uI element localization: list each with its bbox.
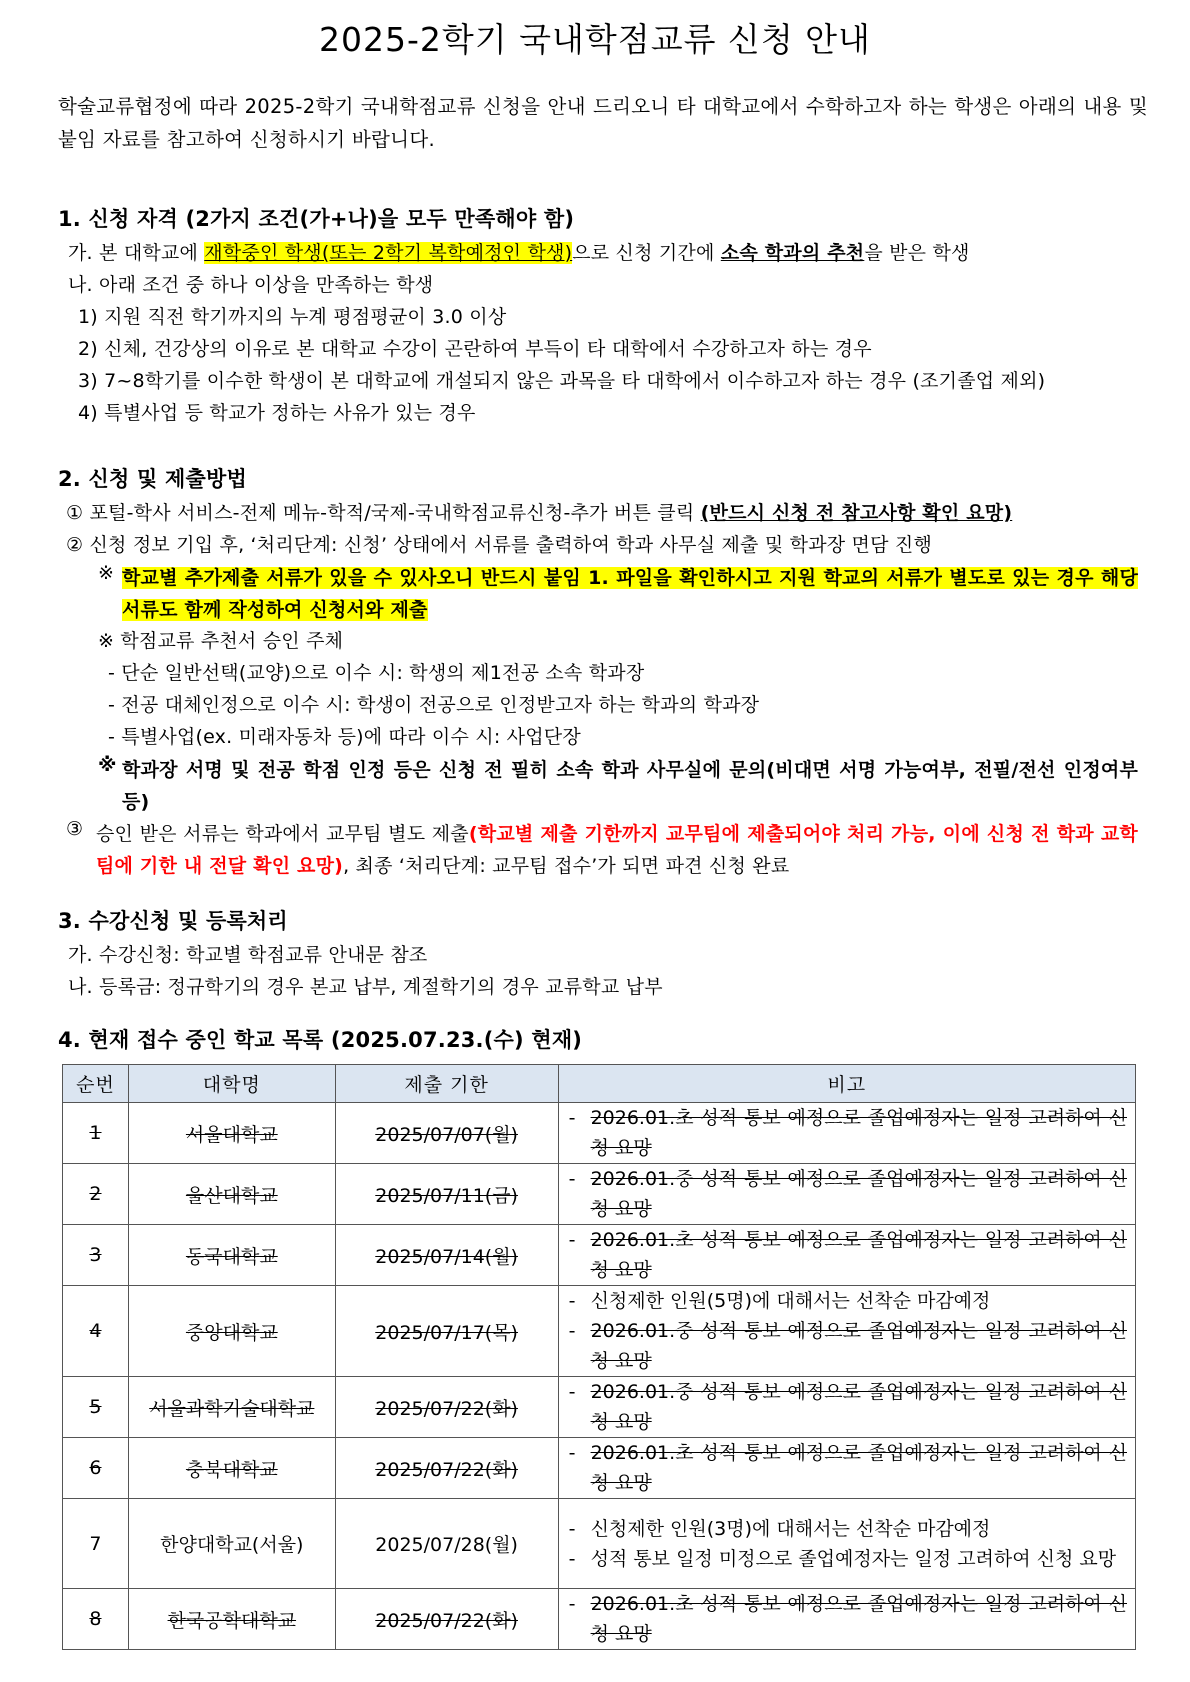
intro-paragraph: 학술교류협정에 따라 2025-2학기 국내학점교류 신청을 안내 드리오니 타 대학교에서 수학하고자 하는 학생은 아래의 내용 및 붙임 자료를 참고하여 신청하시기 바랍니다. xyxy=(58,95,1148,151)
s2-note-2: ※ 학점교류 추천서 승인 주체 xyxy=(98,630,344,652)
s1-ga-underline: 소속 학과의 추천 xyxy=(720,242,865,264)
s1-na: 나. 아래 조건 중 하나 이상을 만족하는 학생 xyxy=(68,274,434,296)
note-dash: - xyxy=(568,1290,576,1312)
section-3-heading: 3. 수강신청 및 등록처리 xyxy=(58,909,288,933)
s1-ga-highlight: 재학중인 학생(또는 2학기 복학예정인 학생) xyxy=(204,242,573,264)
row-school: 한국공학대학교 xyxy=(128,1589,335,1650)
row-notes xyxy=(558,1286,1135,1377)
table-row xyxy=(63,1589,1136,1650)
col-header-notes: 비고 xyxy=(558,1065,1135,1103)
s2-step-3-text-b: , 최종 ‘처리단계: 교무팀 접수’가 되면 파견 신청 완료 xyxy=(343,855,790,877)
s1-ga xyxy=(68,238,970,265)
note-item xyxy=(569,1103,1127,1163)
s2-step-1 xyxy=(66,498,1012,525)
note-dash: - xyxy=(568,1168,576,1190)
s2-step-3-red: (학교별 제출 기한까지 교무팀에 제출되어야 처리 가능, 이에 신청 전 학과 교학팀에 기한 내 전달 확인 요망) xyxy=(96,823,1138,877)
note-dash: - xyxy=(568,1229,576,1251)
table-row xyxy=(63,1499,1136,1589)
note-text: 신청제한 인원(5명)에 대해서는 선착순 마감예정 xyxy=(590,1290,991,1312)
table-row xyxy=(63,1438,1136,1499)
row-notes xyxy=(558,1164,1135,1225)
row-school: 충북대학교 xyxy=(128,1438,335,1499)
row-no: 5 xyxy=(63,1377,129,1438)
row-school: 울산대학교 xyxy=(128,1164,335,1225)
note-text: 성적 통보 일정 미정으로 졸업예정자는 일정 고려하여 신청 요망 xyxy=(590,1547,1117,1570)
row-deadline: 2025/07/07(월) xyxy=(335,1103,558,1164)
row-no: 3 xyxy=(63,1225,129,1286)
row-no: 1 xyxy=(63,1103,129,1164)
note-text: 2026.01.초 성적 통보 예정으로 졸업예정자는 일정 고려하여 신청 요망 xyxy=(590,1593,1127,1645)
row-school: 동국대학교 xyxy=(128,1225,335,1286)
s1-ga-text-b: 으로 신청 기간에 xyxy=(572,242,721,264)
section-1-heading: 1. 신청 자격 (2가지 조건(가+나)을 모두 만족해야 함) xyxy=(58,207,575,231)
row-notes xyxy=(558,1499,1135,1589)
s1-item-4: 4) 특별사업 등 학교가 정하는 사유가 있는 경우 xyxy=(78,402,476,424)
row-deadline: 2025/07/11(금) xyxy=(335,1164,558,1225)
row-deadline: 2025/07/22(화) xyxy=(335,1589,558,1650)
page-title: 2025-2학기 국내학점교류 신청 안내 xyxy=(319,20,871,59)
s2-step-3-mark: ③ xyxy=(66,818,84,840)
s2-note-1-mark: ※ xyxy=(98,562,115,584)
note-text: 2026.01.초 성적 통보 예정으로 졸업예정자는 일정 고려하여 신청 요망 xyxy=(590,1107,1127,1159)
s1-ga-text-a: 가. 본 대학교에 xyxy=(68,242,205,264)
note-text: 2026.01.초 성적 통보 예정으로 졸업예정자는 일정 고려하여 신청 요망 xyxy=(590,1229,1127,1281)
s3-na: 나. 등록금: 정규학기의 경우 본교 납부, 계절학기의 경우 교류학교 납부 xyxy=(68,976,663,998)
row-notes xyxy=(558,1103,1135,1164)
table-row xyxy=(63,1286,1136,1377)
row-notes xyxy=(558,1377,1135,1438)
row-notes xyxy=(558,1438,1135,1499)
s1-item-3: 3) 7~8학기를 이수한 학생이 본 대학교에 개설되지 않은 과목을 타 대학에서 이수하고자 하는 경우 (조기졸업 제외) xyxy=(78,370,1046,392)
note-dash: - xyxy=(568,1107,576,1129)
s2-sub-1: - 단순 일반선택(교양)으로 이수 시: 학생의 제1전공 소속 학과장 xyxy=(108,662,645,684)
table-header-row xyxy=(63,1065,1136,1103)
note-dash: - xyxy=(568,1320,576,1342)
note-item xyxy=(569,1514,1127,1544)
s1-item-1: 1) 지원 직전 학기까지의 누계 평점평균이 3.0 이상 xyxy=(78,306,507,328)
row-deadline: 2025/07/14(월) xyxy=(335,1225,558,1286)
school-table xyxy=(62,1064,1136,1650)
row-school: 한양대학교(서울) xyxy=(128,1499,335,1589)
row-no: 2 xyxy=(63,1164,129,1225)
note-text: 2026.01.중 성적 통보 예정으로 졸업예정자는 일정 고려하여 신청 요망 xyxy=(590,1381,1127,1433)
section-4-heading: 4. 현재 접수 중인 학교 목록 (2025.07.23.(수) 현재) xyxy=(58,1028,583,1052)
s3-ga: 가. 수강신청: 학교별 학점교류 안내문 참조 xyxy=(68,944,428,966)
row-deadline: 2025/07/22(화) xyxy=(335,1438,558,1499)
s2-note-3: 학과장 서명 및 전공 학점 인정 등은 신청 전 필히 소속 학과 사무실에 문의(비대면 서명 가능여부, 전필/전선 인정여부 등) xyxy=(122,759,1138,813)
note-item xyxy=(569,1316,1127,1376)
note-item xyxy=(569,1544,1127,1574)
note-dash: - xyxy=(568,1517,576,1540)
note-dash: - xyxy=(568,1442,576,1464)
note-dash: - xyxy=(568,1547,576,1570)
row-notes xyxy=(558,1225,1135,1286)
row-no: 7 xyxy=(63,1499,129,1589)
row-no: 4 xyxy=(63,1286,129,1377)
note-item xyxy=(569,1286,1127,1316)
row-notes xyxy=(558,1589,1135,1650)
table-row xyxy=(63,1225,1136,1286)
s2-step-3-text-a: 승인 받은 서류는 학과에서 교무팀 별도 제출 xyxy=(96,823,469,845)
s2-sub-2: - 전공 대체인정으로 이수 시: 학생이 전공으로 인정받고자 하는 학과의 학과장 xyxy=(108,694,760,716)
row-school: 서울대학교 xyxy=(128,1103,335,1164)
col-header-deadline: 제출 기한 xyxy=(335,1065,558,1103)
row-no: 6 xyxy=(63,1438,129,1499)
note-dash: - xyxy=(568,1381,576,1403)
row-deadline: 2025/07/17(목) xyxy=(335,1286,558,1377)
row-deadline: 2025/07/22(화) xyxy=(335,1377,558,1438)
row-school: 서울과학기술대학교 xyxy=(128,1377,335,1438)
s2-step-1-text: ① 포털-학사 서비스-전제 메뉴-학적/국제-국내학점교류신청-추가 버튼 클릭 xyxy=(66,502,701,524)
note-dash: - xyxy=(568,1593,576,1615)
s2-step-3 xyxy=(96,818,1138,882)
s2-note-3-mark: ※ xyxy=(98,754,117,776)
table-row xyxy=(63,1164,1136,1225)
table-row xyxy=(63,1377,1136,1438)
table-body xyxy=(63,1103,1136,1650)
s2-sub-3: - 특별사업(ex. 미래자동차 등)에 따라 이수 시: 사업단장 xyxy=(108,726,581,748)
note-text: 2026.01.중 성적 통보 예정으로 졸업예정자는 일정 고려하여 신청 요망 xyxy=(590,1168,1127,1220)
s1-item-2: 2) 신체, 건강상의 이유로 본 대학교 수강이 곤란하여 부득이 타 대학에서 수강하고자 하는 경우 xyxy=(78,338,872,360)
row-no: 8 xyxy=(63,1589,129,1650)
s2-note-1 xyxy=(122,562,1138,626)
col-header-school: 대학명 xyxy=(128,1065,335,1103)
s1-ga-text-c: 을 받은 학생 xyxy=(864,242,970,264)
s2-note-1-highlight: 학교별 추가제출 서류가 있을 수 있사오니 반드시 붙임 1. 파일을 확인하시고 지원 학교의 서류가 별도로 있는 경우 해당 서류도 함께 작성하여 신청서와 제출 xyxy=(122,567,1138,621)
note-text: 신청제한 인원(3명)에 대해서는 선착순 마감예정 xyxy=(590,1517,991,1540)
note-item xyxy=(569,1225,1127,1285)
section-2-heading: 2. 신청 및 제출방법 xyxy=(58,467,247,491)
col-header-no: 순번 xyxy=(63,1065,129,1103)
s2-step-2: ② 신청 정보 기입 후, ‘처리단계: 신청’ 상태에서 서류를 출력하여 학과 사무실 제출 및 학과장 면담 진행 xyxy=(66,534,932,556)
s2-step-1-emphasis: (반드시 신청 전 참고사항 확인 요망) xyxy=(700,502,1013,524)
row-school: 중앙대학교 xyxy=(128,1286,335,1377)
table-row xyxy=(63,1103,1136,1164)
note-item xyxy=(569,1438,1127,1498)
note-item xyxy=(569,1589,1127,1649)
note-text: 2026.01.중 성적 통보 예정으로 졸업예정자는 일정 고려하여 신청 요망 xyxy=(590,1320,1127,1372)
note-text: 2026.01.초 성적 통보 예정으로 졸업예정자는 일정 고려하여 신청 요망 xyxy=(590,1442,1127,1494)
note-item xyxy=(569,1377,1127,1437)
row-deadline: 2025/07/28(월) xyxy=(335,1499,558,1589)
note-item xyxy=(569,1164,1127,1224)
